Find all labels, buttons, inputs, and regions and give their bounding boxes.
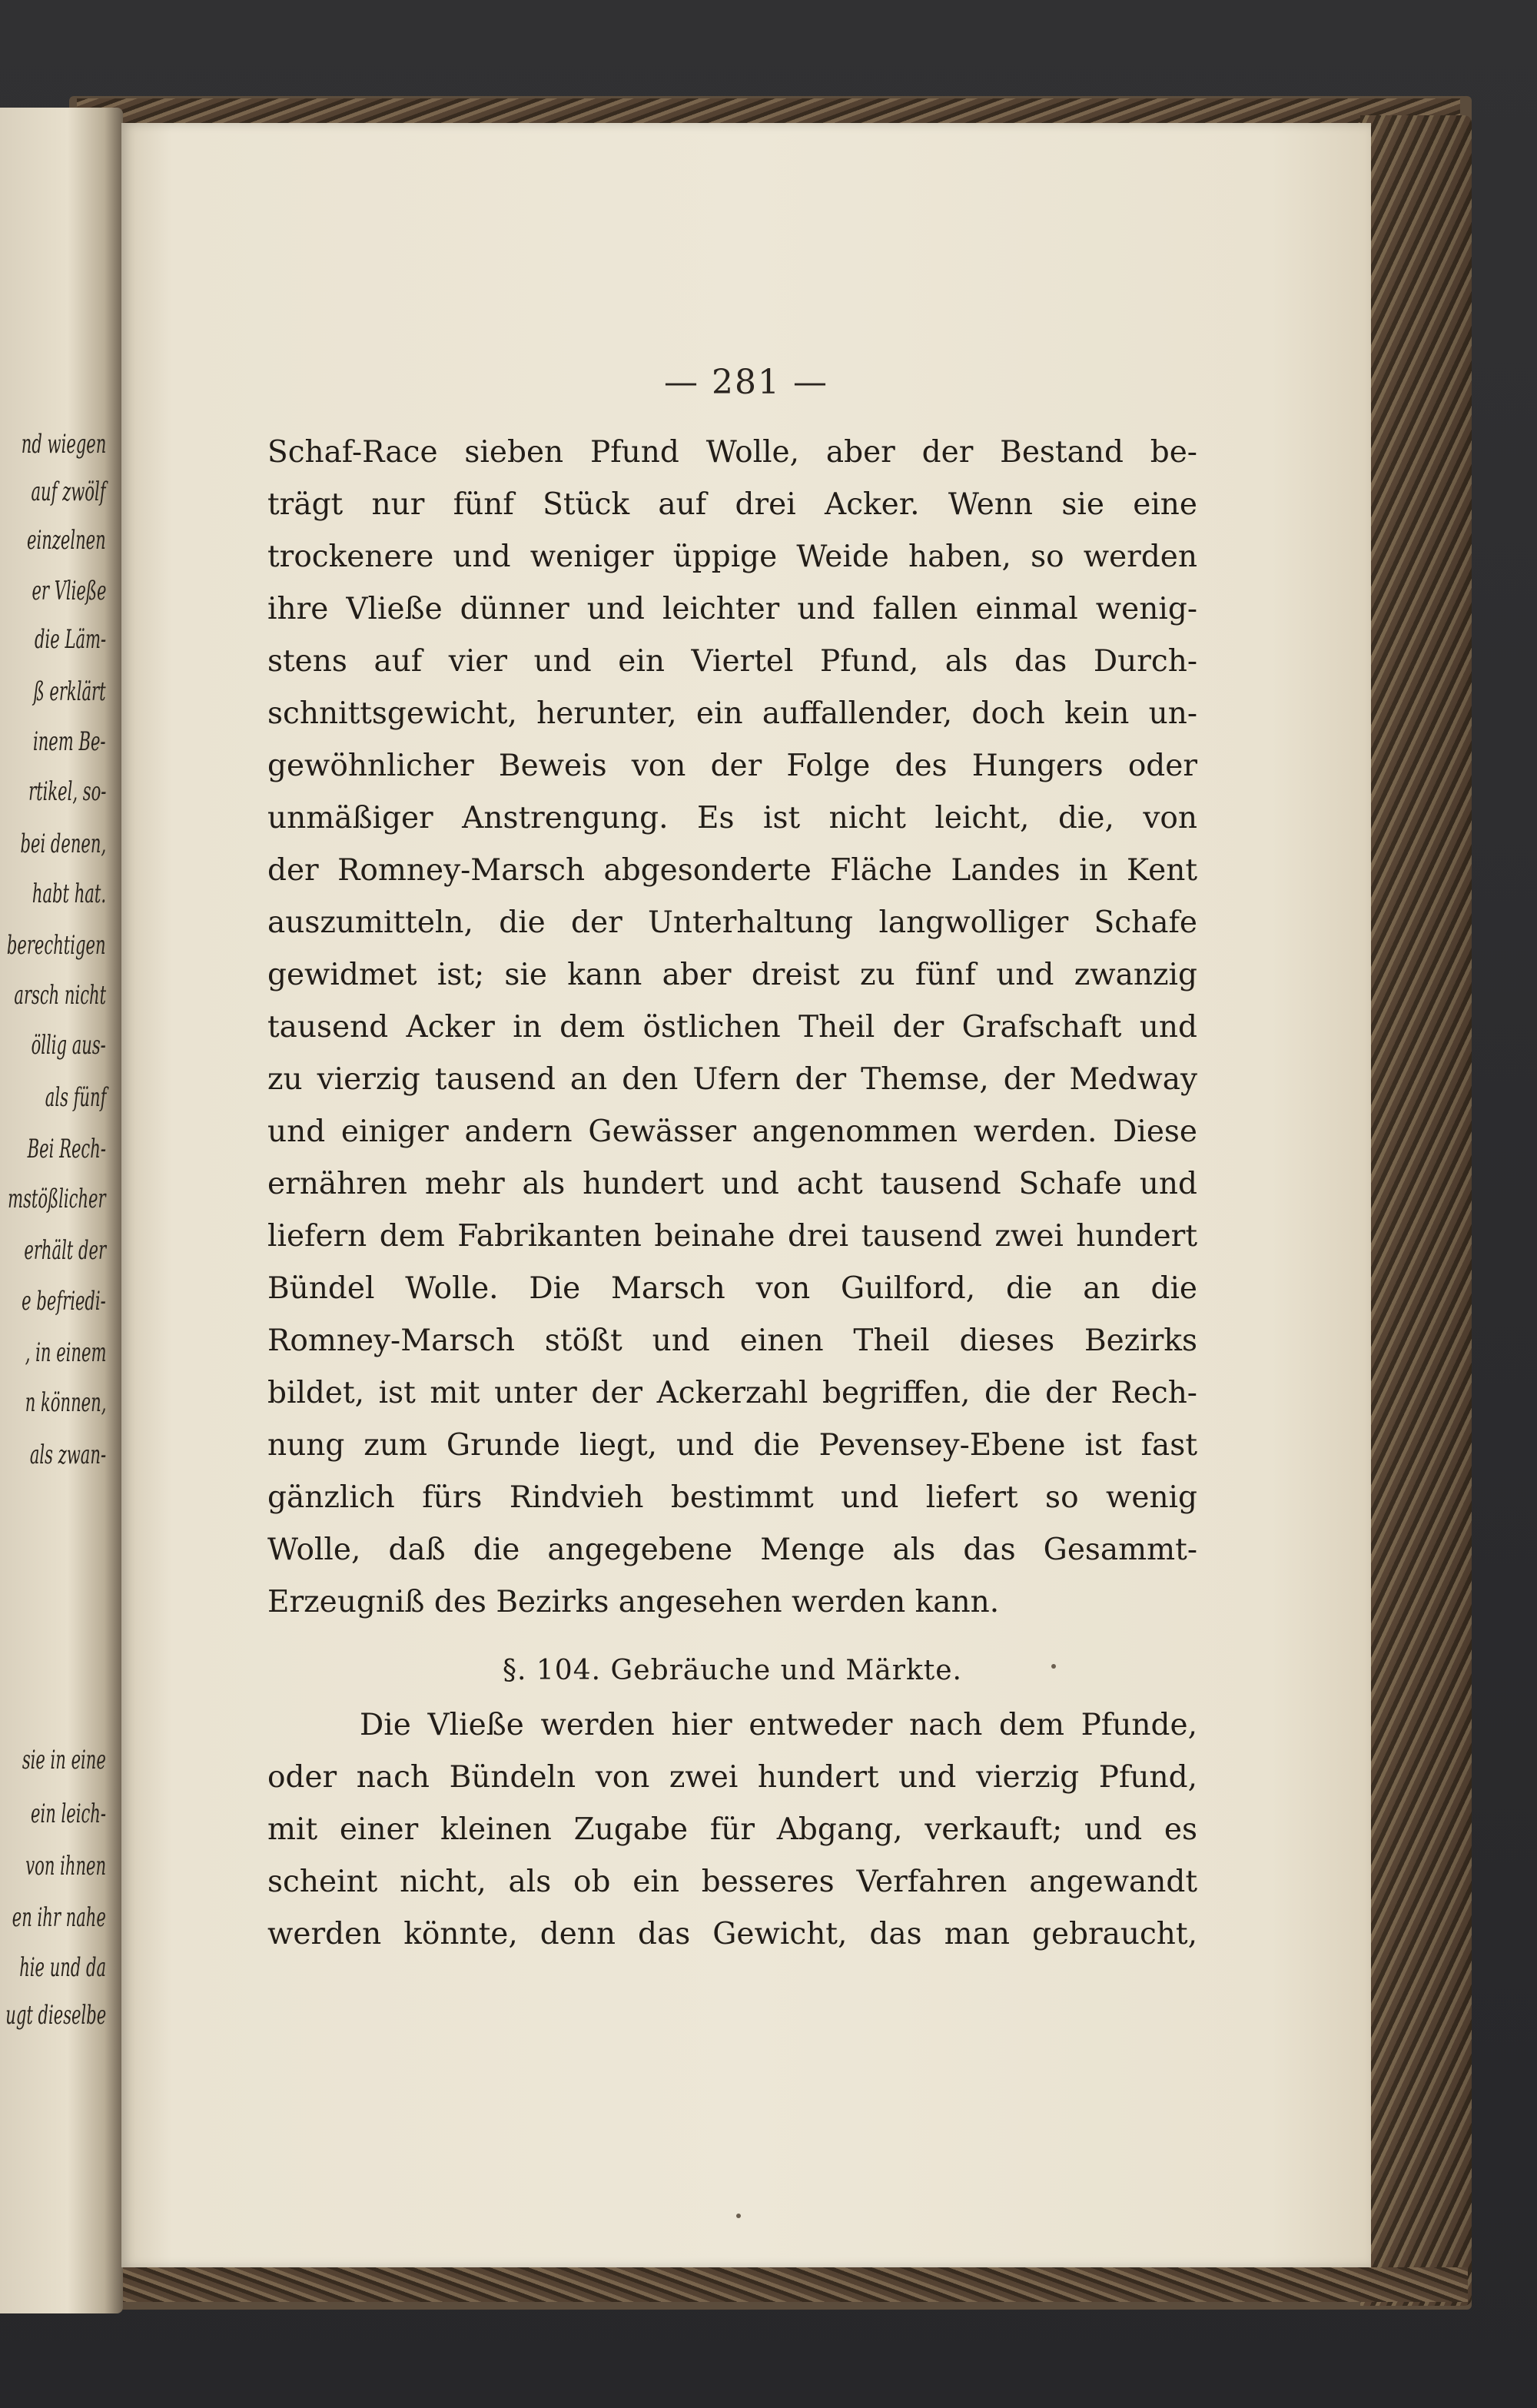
text-line: und einiger andern Gewässer angenommen werden. Diese xyxy=(267,1114,1197,1149)
text-line: scheint nicht, als ob ein besseres Verfahren angewandt xyxy=(267,1865,1197,1899)
book-page xyxy=(121,123,1371,2267)
left-fragment: ß erklärt xyxy=(34,676,106,707)
text-line: schnittsgewicht, herunter, ein auffallender, doch kein un- xyxy=(267,696,1197,731)
speck xyxy=(1051,1664,1056,1669)
text-line: oder nach Bündeln von zwei hundert und vierzig Pfund, xyxy=(267,1760,1197,1795)
left-fragment: rtikel, so- xyxy=(28,776,106,807)
left-fragment: von ihnen xyxy=(25,1851,106,1882)
text-line: werden könnte, denn das Gewicht, das man gebraucht, xyxy=(267,1917,1197,1951)
text-line: gänzlich fürs Rindvieh bestimmt und liefert so wenig xyxy=(267,1480,1197,1515)
left-fragment: sie in eine xyxy=(22,1745,106,1775)
left-fragment: als zwan- xyxy=(29,1440,106,1470)
left-fragment: einzelnen xyxy=(27,525,106,556)
left-fragment: arsch nicht xyxy=(14,980,106,1011)
page-text xyxy=(267,427,1197,1961)
left-fragment: , in einem xyxy=(25,1337,106,1368)
text-line: gewidmet ist; sie kann aber dreist zu fünf und zwanzig xyxy=(267,958,1197,992)
page-number: — 281 — xyxy=(664,363,828,402)
left-fragment: auf zwölf xyxy=(31,477,106,507)
left-fragment: inem Be- xyxy=(33,726,106,757)
text-line: liefern dem Fabrikanten beinahe drei tausend zwei hundert xyxy=(267,1219,1197,1254)
text-line: tausend Acker in dem östlichen Theil der Grafschaft und xyxy=(267,1010,1197,1045)
left-fragment: er Vließe xyxy=(32,576,106,606)
left-fragment: erhält der xyxy=(24,1235,106,1266)
left-fragment: bei denen, xyxy=(20,829,106,859)
speck xyxy=(736,2214,741,2218)
text-line: Die Vließe werden hier entweder nach dem Pfunde, xyxy=(360,1708,1197,1742)
paragraph xyxy=(267,427,1197,1629)
text-line: trockenere und weniger üppige Weide haben, so werden xyxy=(267,540,1197,574)
text-line: Bündel Wolle. Die Marsch von Guilford, die an die xyxy=(267,1271,1197,1306)
left-fragment: Bei Rech- xyxy=(27,1134,106,1164)
text-line: gewöhnlicher Beweis von der Folge des Hungers oder xyxy=(267,749,1197,783)
marbled-edge-right xyxy=(1360,115,1472,2306)
left-fragment: e befriedi- xyxy=(22,1286,106,1317)
left-fragment: öllig aus- xyxy=(31,1030,106,1061)
section-heading: §. 104. Gebräuche und Märkte. xyxy=(503,1655,962,1686)
left-fragment: habt hat. xyxy=(32,879,106,909)
paragraph xyxy=(267,1699,1197,1961)
text-line: ihre Vließe dünner und leichter und fallen einmal wenig- xyxy=(267,592,1197,626)
left-fragment: en ihr nahe xyxy=(12,1902,106,1933)
text-line: nung zum Grunde liegt, und die Pevensey-Ebene ist fast xyxy=(267,1428,1197,1463)
left-fragment: n können, xyxy=(25,1387,106,1418)
text-line: trägt nur fünf Stück auf drei Acker. Wenn sie eine xyxy=(267,487,1197,522)
text-line: unmäßiger Anstrengung. Es ist nicht leicht, die, von xyxy=(267,801,1197,835)
left-fragment: die Läm- xyxy=(34,624,106,655)
marbled-edge-bottom xyxy=(115,2267,1468,2302)
left-fragment: berechtigen xyxy=(7,930,106,961)
left-fragment: ein leich- xyxy=(31,1799,106,1829)
text-line: mit einer kleinen Zugabe für Abgang, verkauft; und es xyxy=(267,1812,1197,1847)
text-line: auszumitteln, die der Unterhaltung langwolliger Schafe xyxy=(267,905,1197,940)
text-line: ernähren mehr als hundert und acht tausend Schafe und xyxy=(267,1167,1197,1201)
text-line: zu vierzig tausend an den Ufern der Themse, der Medway xyxy=(267,1062,1197,1097)
text-line: Romney-Marsch stößt und einen Theil dieses Bezirks xyxy=(267,1324,1197,1358)
text-line: der Romney-Marsch abgesonderte Fläche Landes in Kent xyxy=(267,853,1197,888)
text-line: stens auf vier und ein Viertel Pfund, als das Durch- xyxy=(267,644,1197,679)
text-line: Wolle, daß die angegebene Menge als das Gesammt- xyxy=(267,1533,1197,1567)
left-fragment: hie und da xyxy=(19,1952,106,1983)
text-line: Erzeugniß des Bezirks angesehen werden kann. xyxy=(267,1585,1000,1619)
text-line: bildet, ist mit unter der Ackerzahl begriffen, die der Rech- xyxy=(267,1376,1197,1410)
left-fragment: als fünf xyxy=(45,1082,106,1113)
left-fragment: nd wiegen xyxy=(21,429,106,460)
text-line: Schaf-Race sieben Pfund Wolle, aber der Bestand be- xyxy=(267,435,1197,470)
previous-page-edge xyxy=(0,108,123,2313)
left-fragment: ugt dieselbe xyxy=(5,2000,106,2031)
left-fragment: mstößlicher xyxy=(8,1184,106,1214)
